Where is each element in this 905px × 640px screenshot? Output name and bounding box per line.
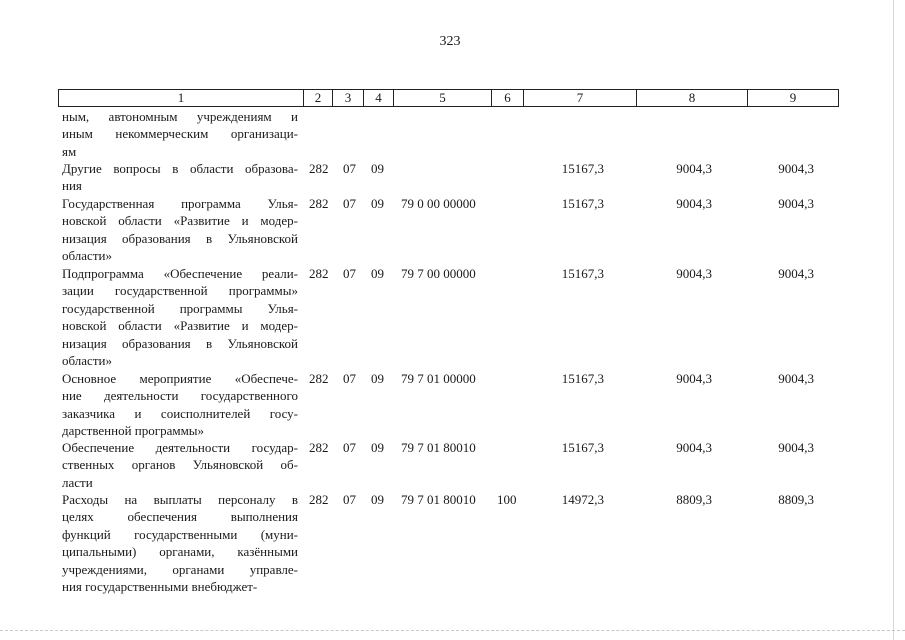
amount-col-7: 14972,3 [561, 492, 604, 507]
description-line: ципальными) органами, казёнными [62, 544, 298, 560]
header-col-8: 8 [637, 90, 748, 106]
subsection-code: 09 [371, 266, 384, 281]
description-line: заказчика и соисполнителей госу- [62, 405, 298, 421]
row-description [62, 491, 298, 595]
page-number: 323 [439, 34, 461, 49]
description-line: низация образования в Ульяновской [62, 230, 298, 246]
subsection-code: 09 [371, 161, 384, 176]
description-line: ние деятельности государственного [62, 388, 298, 404]
amount-col-9: 8809,3 [778, 492, 814, 507]
description-line: Основное мероприятие «Обеспече- [62, 371, 298, 386]
amount-col-9: 9004,3 [778, 161, 814, 176]
description-line: Государственная программа Улья- [62, 196, 298, 211]
header-col-9: 9 [789, 90, 797, 105]
amount-col-7: 15167,3 [561, 196, 604, 211]
amount-col-9: 9004,3 [778, 196, 814, 211]
description-line: ласти [62, 474, 93, 490]
target-article-code: 79 7 01 00000 [401, 371, 476, 386]
description-line: Подпрограмма «Обеспечение реали- [62, 266, 298, 281]
amount-col-8: 9004,3 [676, 266, 712, 281]
subsection-code: 09 [371, 492, 384, 507]
amount-col-7: 15167,3 [561, 371, 604, 386]
row-description [62, 195, 298, 265]
amount-col-7: 15167,3 [561, 440, 604, 455]
target-article-code: 79 0 00 00000 [401, 196, 476, 211]
header-col-6: 6 [492, 90, 524, 106]
description-line: ния [62, 178, 82, 194]
section-code: 07 [343, 440, 356, 455]
amount-col-8: 8809,3 [676, 492, 712, 507]
amount-col-8: 9004,3 [676, 196, 712, 211]
section-code: 07 [343, 196, 356, 211]
amount-col-7: 15167,3 [561, 161, 604, 176]
ved-code: 282 [309, 492, 329, 507]
row-description [62, 439, 298, 491]
ved-code: 282 [309, 196, 329, 211]
amount-col-9: 9004,3 [778, 266, 814, 281]
ved-code: 282 [309, 371, 329, 386]
header-col-4: 4 [364, 90, 394, 106]
description-line: иным некоммерческим организаци- [62, 126, 298, 142]
header-col-5: 5 [394, 90, 492, 106]
description-line: Расходы на выплаты персоналу в [62, 492, 298, 507]
subsection-code: 09 [371, 371, 384, 386]
amount-col-7: 15167,3 [561, 266, 604, 281]
section-code: 07 [343, 492, 356, 507]
row-description [62, 160, 298, 195]
target-article-code: 79 7 01 80010 [401, 492, 476, 507]
row-description [62, 370, 298, 440]
section-code: 07 [343, 161, 356, 176]
row-description [62, 108, 298, 160]
header-col-3: 3 [333, 90, 364, 106]
amount-col-8: 9004,3 [676, 440, 712, 455]
description-line: новской области «Развитие и модер- [62, 213, 298, 229]
amount-col-9: 9004,3 [778, 371, 814, 386]
description-line: дарственной программы» [62, 423, 205, 439]
description-line: Обеспечение деятельности государ- [62, 440, 298, 455]
description-line: Другие вопросы в области образова- [62, 161, 298, 176]
header-col-1: 1 [59, 90, 304, 106]
section-code: 07 [343, 371, 356, 386]
description-line: государственной программы Улья- [62, 300, 298, 316]
amount-col-8: 9004,3 [676, 371, 712, 386]
expense-type-code: 100 [497, 492, 517, 507]
page-edge-right [893, 0, 894, 640]
amount-col-9: 9004,3 [778, 440, 814, 455]
table-header-row [58, 89, 839, 107]
description-line: области» [62, 353, 112, 369]
description-line: области» [62, 248, 112, 264]
description-line: новской области «Развитие и модер- [62, 318, 298, 334]
ved-code: 282 [309, 440, 329, 455]
ved-code: 282 [309, 161, 329, 176]
description-line: целях обеспечения выполнения [62, 509, 298, 525]
subsection-code: 09 [371, 196, 384, 211]
description-line: ния государственными внебюджет- [62, 579, 258, 595]
header-col-2: 2 [304, 90, 333, 106]
description-line: ственных органов Ульяновской об- [62, 457, 298, 473]
header-col-7: 7 [524, 90, 637, 106]
ved-code: 282 [309, 266, 329, 281]
description-line: ным, автономным учреждениям и [62, 109, 298, 124]
description-line: функций государственными (муни- [62, 526, 298, 542]
description-line: учреждениями, органами управле- [62, 561, 298, 577]
row-description [62, 265, 298, 369]
page-edge-bottom [0, 630, 905, 631]
amount-col-8: 9004,3 [676, 161, 712, 176]
description-line: ям [62, 143, 77, 159]
section-code: 07 [343, 266, 356, 281]
subsection-code: 09 [371, 440, 384, 455]
description-line: низация образования в Ульяновской [62, 335, 298, 351]
target-article-code: 79 7 01 80010 [401, 440, 476, 455]
description-line: зации государственной программы» [62, 283, 298, 299]
target-article-code: 79 7 00 00000 [401, 266, 476, 281]
